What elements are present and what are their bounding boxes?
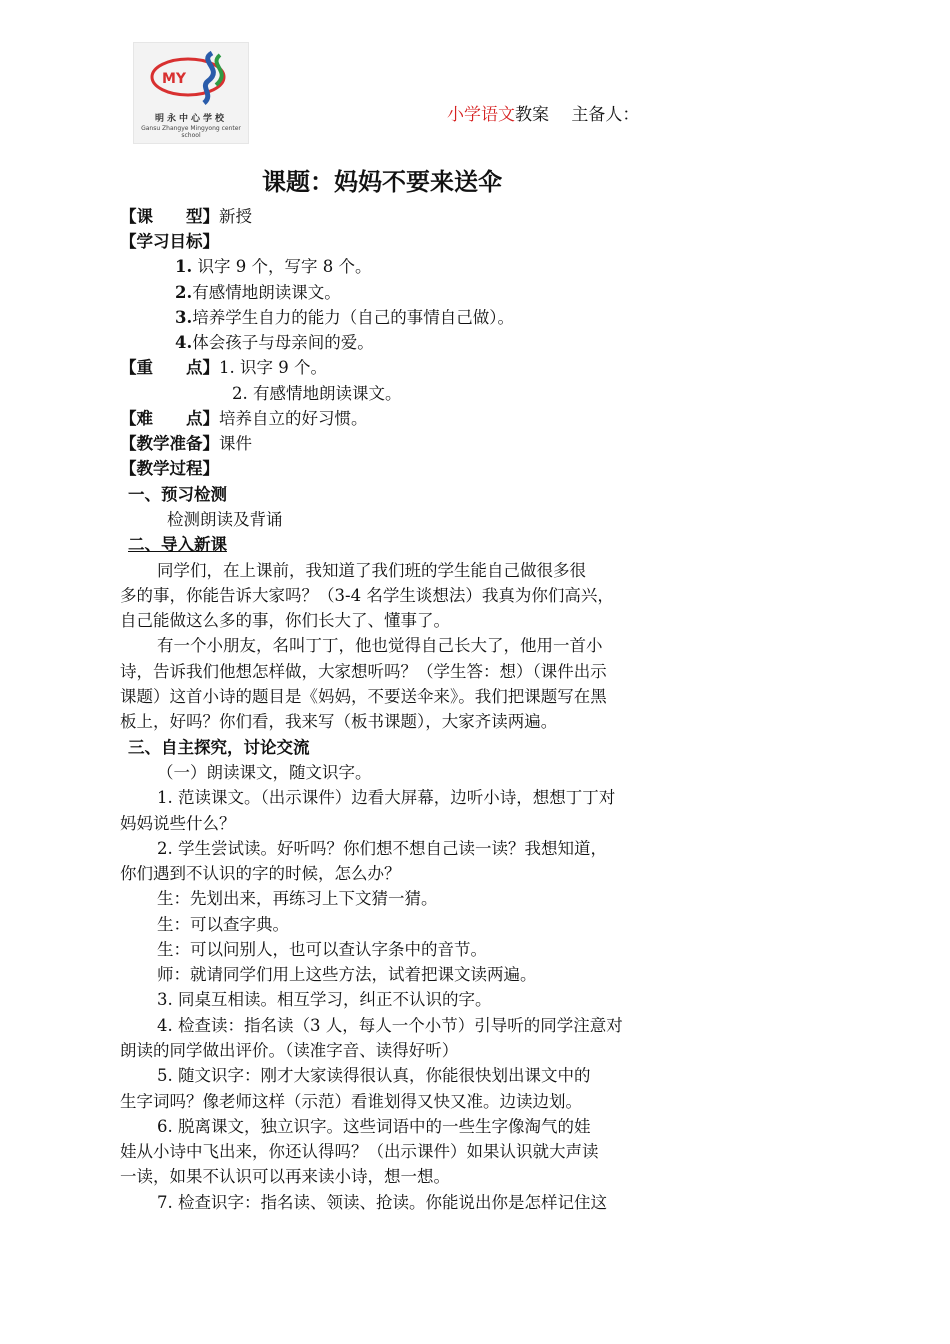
field-preparation bbox=[120, 434, 252, 454]
header-suffix: 教案 bbox=[515, 105, 549, 125]
step-line: 你们遇到不认识的字的时候，怎么办？ bbox=[120, 864, 401, 883]
paragraph-line: 诗，告诉我们他想怎样做，大家想听吗？（学生答：想）（课件出示 bbox=[120, 662, 607, 681]
section-2-title: 二、导入新课 bbox=[128, 535, 227, 554]
goal-num: 2. bbox=[175, 283, 193, 302]
paragraph-line: 同学们，在上课前，我知道了我们班的学生能自己做很多很 bbox=[157, 561, 586, 580]
field-key-1: 1. 识字 9 个。 bbox=[219, 358, 327, 377]
dialogue-line: 生：可以查字典。 bbox=[157, 915, 289, 934]
step-line: 3. 同桌互相读。相互学习，纠正不认识的字。 bbox=[157, 990, 492, 1009]
goal-num: 3. bbox=[175, 308, 193, 327]
header-subject: 小学语文 bbox=[447, 105, 515, 125]
header-info bbox=[447, 100, 639, 125]
field-type bbox=[120, 207, 252, 227]
goal-item bbox=[175, 257, 371, 277]
field-key-points bbox=[120, 358, 327, 378]
step-line: 7. 检查识字：指名读、领读、抢读。你能说出你是怎样记住这 bbox=[157, 1193, 607, 1212]
paragraph-line: 多的事，你能告诉大家吗？（3-4 名学生谈想法）我真为你们高兴， bbox=[120, 586, 614, 605]
dialogue-line: 师：就请同学们用上这些方法，试着把课文读两遍。 bbox=[157, 965, 537, 984]
paragraph-line: 板上，好吗？你们看，我来写（板书课题），大家齐读两遍。 bbox=[120, 712, 558, 731]
goal-item bbox=[175, 283, 341, 303]
field-process-label: 【教学过程】 bbox=[120, 459, 219, 478]
field-goals-label: 【学习目标】 bbox=[120, 232, 219, 251]
field-difficulty bbox=[120, 409, 368, 429]
page-title: 课题：妈妈不要来送伞 bbox=[262, 167, 502, 196]
goal-text: 有感情地朗读课文。 bbox=[192, 283, 341, 302]
goal-item bbox=[175, 333, 374, 353]
goal-text: 培养学生自力的能力（自己的事情自己做）。 bbox=[192, 308, 514, 327]
goal-num: 1. bbox=[175, 257, 193, 276]
step-line: 6. 脱离课文，独立识字。这些词语中的一些生字像淘气的娃 bbox=[157, 1117, 591, 1136]
field-diff-value: 培养自立的好习惯。 bbox=[219, 409, 368, 428]
school-logo bbox=[133, 42, 249, 144]
step-line: 2. 学生尝试读。好听吗？你们想不想自己读一读？我想知道， bbox=[157, 839, 607, 858]
field-diff-label: 【难 点】 bbox=[120, 409, 219, 428]
paragraph-line: 自己能做这么多的事，你们长大了、懂事了。 bbox=[120, 611, 450, 630]
goal-text: 体会孩子与母亲间的爱。 bbox=[192, 333, 374, 352]
logo-school-name-en: Gansu Zhangye Mingyong center school bbox=[141, 125, 241, 139]
step-line: 一读，如果不认识可以再来读小诗，想一想。 bbox=[120, 1167, 450, 1186]
field-type-label: 【课 型】 bbox=[120, 207, 219, 226]
field-prep-value: 课件 bbox=[219, 434, 252, 453]
step-line: 1. 范读课文。（出示课件）边看大屏幕，边听小诗，想想丁丁对 bbox=[157, 788, 616, 807]
header-preparer: 主备人： bbox=[571, 105, 640, 125]
field-type-value: 新授 bbox=[219, 207, 252, 226]
dialogue-line: 生：可以问别人，也可以查认字条中的音节。 bbox=[157, 940, 487, 959]
paragraph-line: 有一个小朋友，名叫丁丁，他也觉得自己长大了，他用一首小 bbox=[157, 636, 603, 655]
dialogue-line: 生：先划出来，再练习上下文猜一猜。 bbox=[157, 889, 438, 908]
field-key-2: 2. 有感情地朗读课文。 bbox=[232, 384, 402, 403]
goal-text: 识字 9 个，写字 8 个。 bbox=[192, 257, 372, 276]
goal-num: 4. bbox=[175, 333, 193, 352]
step-line: 朗读的同学做出评价。（读准字音、读得好听） bbox=[120, 1041, 459, 1060]
step-line: 娃从小诗中飞出来，你还认得吗？（出示课件）如果认识就大声读 bbox=[120, 1142, 599, 1161]
step-line: 妈妈说些什么？ bbox=[120, 814, 236, 833]
step-line: 4. 检查读：指名读（3 人，每人一个小节）引导听的同学注意对 bbox=[157, 1016, 623, 1035]
section-1-title: 一、预习检测 bbox=[128, 485, 227, 504]
field-key-label: 【重 点】 bbox=[120, 358, 219, 377]
section-3-title: 三、自主探究，讨论交流 bbox=[128, 738, 310, 757]
field-prep-label: 【教学准备】 bbox=[120, 434, 219, 453]
subsection-title: （一）朗读课文，随文识字。 bbox=[157, 763, 372, 782]
step-line: 生字词吗？像老师这样（示范）看谁划得又快又准。边读边划。 bbox=[120, 1092, 582, 1111]
step-line: 5. 随文识字：刚才大家读得很认真，你能很快划出课文中的 bbox=[157, 1066, 591, 1085]
paragraph-line: 课题）这首小诗的题目是《妈妈，不要送伞来》。我们把课题写在黑 bbox=[120, 687, 607, 706]
goal-item bbox=[175, 308, 514, 328]
logo-school-name-cn: 明永中心学校 bbox=[154, 114, 227, 124]
logo-emblem-icon bbox=[142, 47, 240, 111]
logo-abbr: MY bbox=[162, 71, 187, 87]
section-1-text: 检测朗读及背诵 bbox=[167, 510, 283, 529]
